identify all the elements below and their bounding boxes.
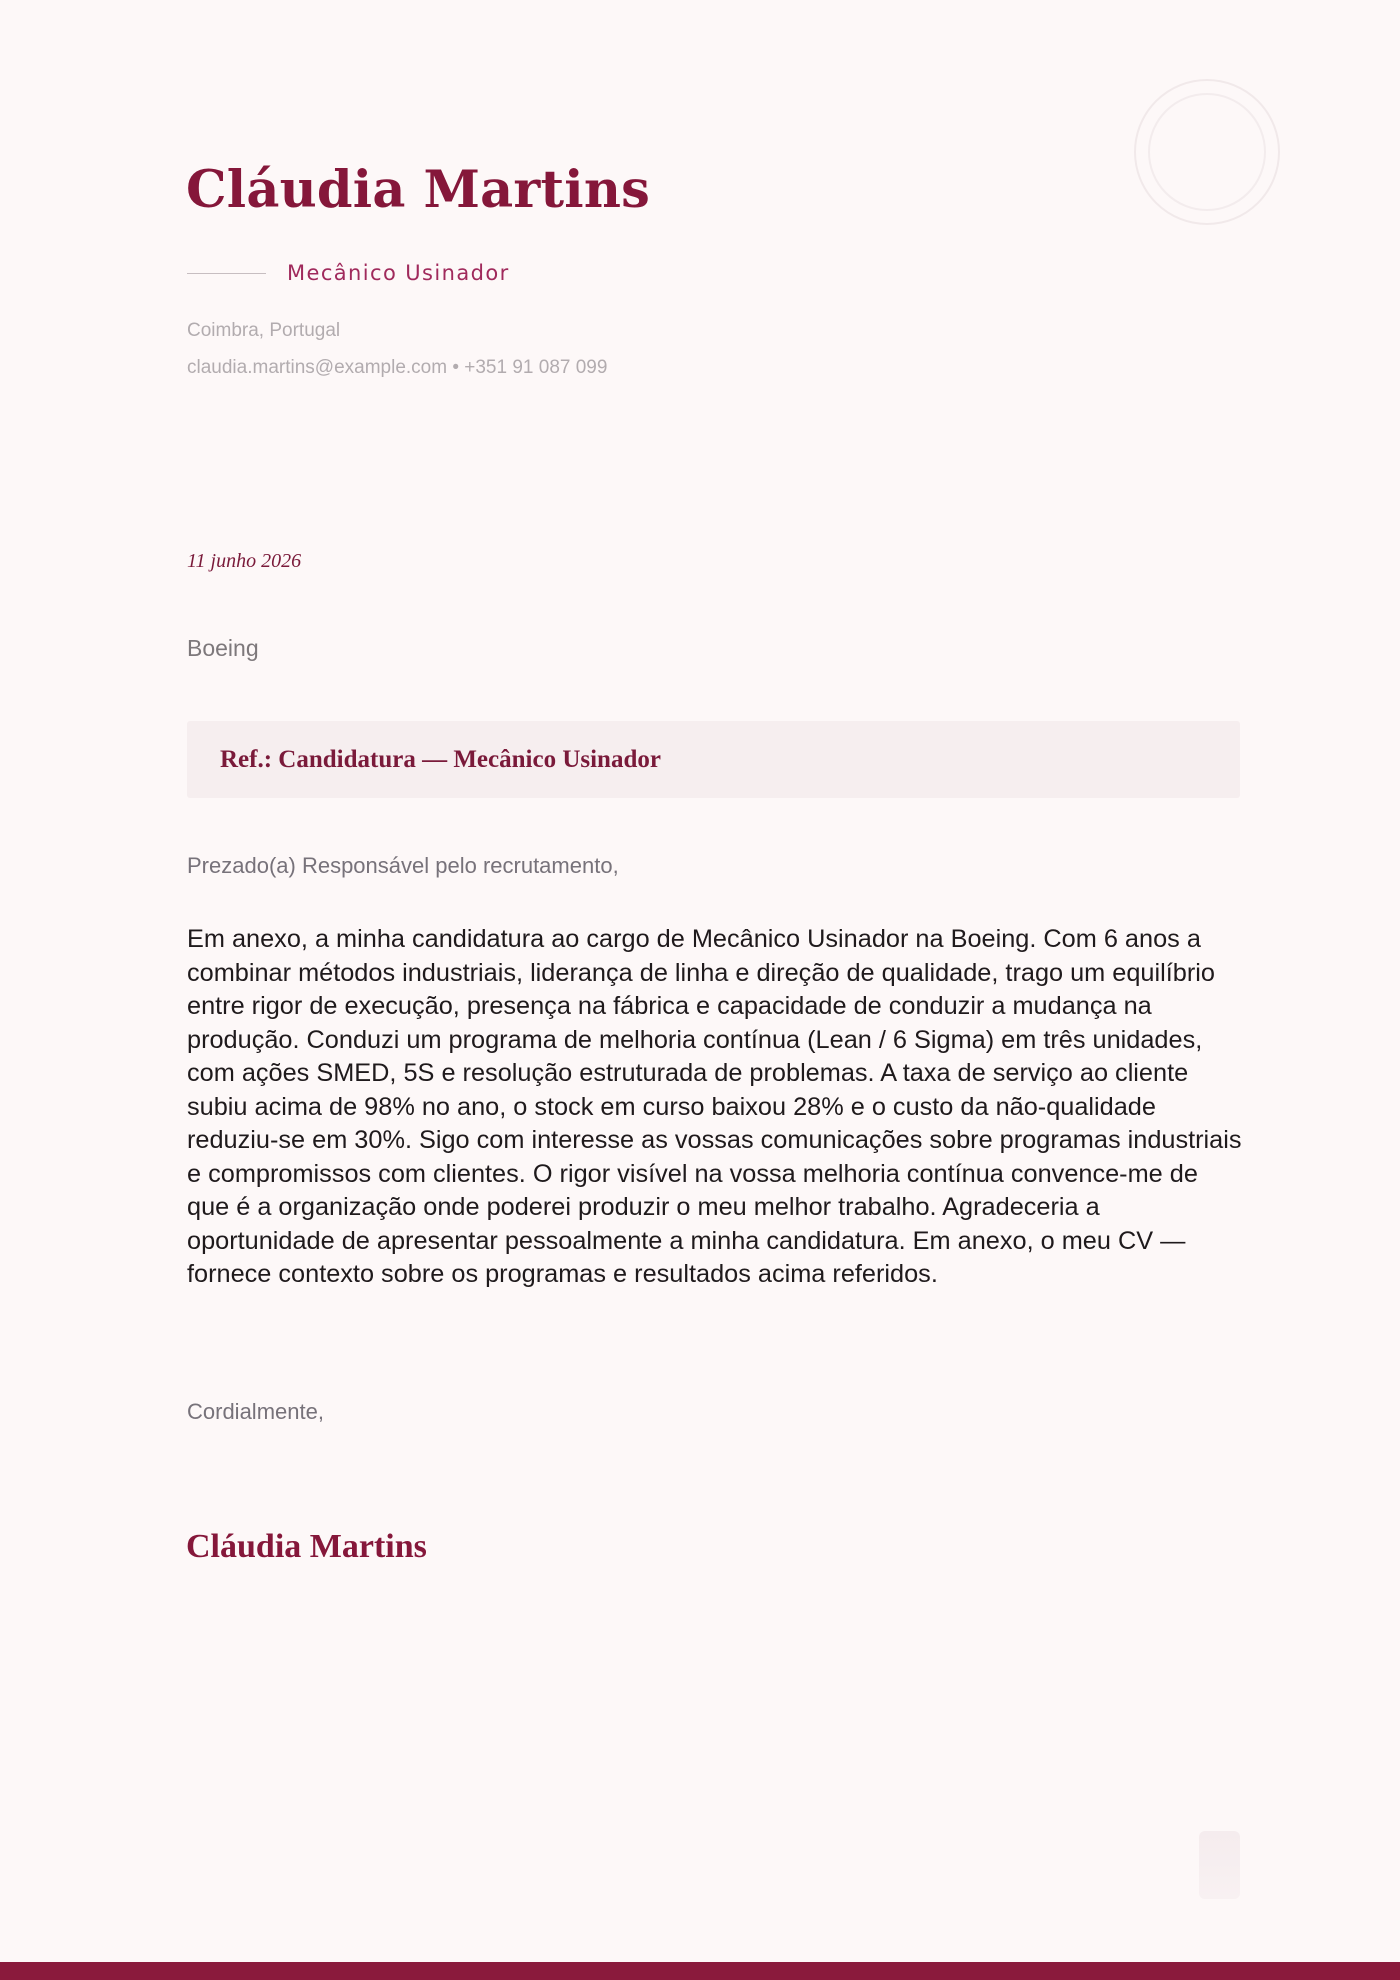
- decorative-tab: [1199, 1831, 1240, 1899]
- salutation: Prezado(a) Responsável pelo recrutamento,: [187, 853, 619, 878]
- sender-name: Cláudia Martins: [186, 160, 651, 220]
- letter-body: Em anexo, a minha candidatura ao cargo de Mecânico Usinador na Boeing. Com 6 anos a combinar métodos industriais, liderança de linha e direção de qualidade, trago um equilíbrio entre rigor de execução, presença na fábrica e capacidade de conduzir a mudança na produção. Conduzi um programa de melhoria contínua (Lean / 6 Sigma) em três unidades, com ações SMED, 5S e resolução estruturada de problemas. A taxa de serviço ao cliente subiu acima de 98% no ano, o stock em curso baixou 28% e o custo da não-qualidade reduziu-se em 30%. Sigo com interesse as vossas comunicações sobre programas industriais e compromissos com clientes. O rigor visível na vossa melhoria contínua convence-me de que é a organização onde poderei produzir o meu melhor trabalho. Agradeceria a oportunidade de apresentar pessoalmente a minha candidatura. Em anexo, o meu CV — fornece contexto sobre os programas e resultados acima referidos.: [187, 925, 1242, 1288]
- subject-banner: [187, 721, 1240, 798]
- sender-location: Coimbra, Portugal: [187, 320, 341, 341]
- subject-line: Ref.: Candidatura — Mecânico Usinador: [220, 746, 661, 773]
- letter-date: 11 junho 2026: [187, 550, 302, 572]
- signature-name: Cláudia Martins: [186, 1528, 427, 1565]
- role-divider: [187, 273, 266, 274]
- footer-accent-band: [0, 1962, 1400, 1980]
- closing: Cordialmente,: [187, 1399, 324, 1424]
- recipient-company: Boeing: [187, 635, 259, 661]
- sender-contact: claudia.martins@example.com • +351 91 087 099: [187, 357, 608, 378]
- sender-role: Mecânico Usinador: [287, 261, 510, 285]
- decorative-circle-inner: [1148, 93, 1266, 211]
